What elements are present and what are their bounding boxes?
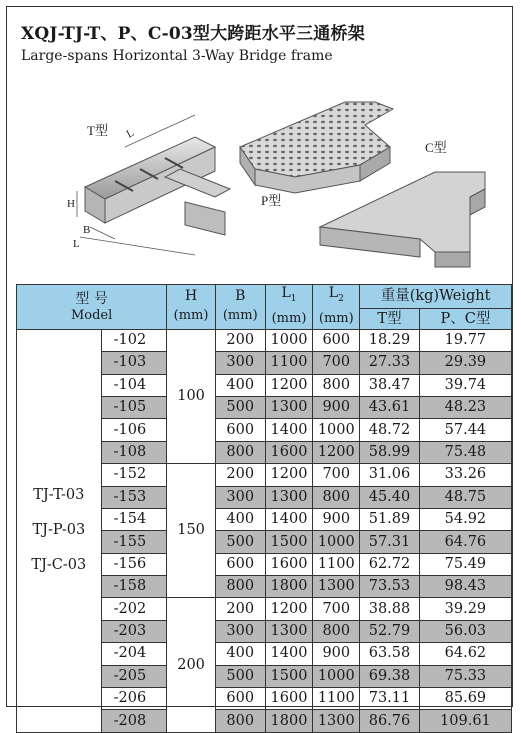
- l2-cell: 700: [313, 352, 360, 374]
- weight-pc-cell: 33.26: [419, 464, 511, 486]
- dim-h-label: H: [67, 198, 75, 210]
- b-cell: 400: [215, 374, 265, 396]
- b-cell: 800: [215, 710, 265, 732]
- weight-t-cell: 38.47: [360, 374, 420, 396]
- model-code-cell: -106: [101, 419, 167, 441]
- weight-t-cell: 58.99: [360, 441, 420, 463]
- header-l1-unit: (mm): [271, 310, 307, 326]
- model-code-cell: -152: [101, 464, 167, 486]
- l2-cell: 600: [313, 329, 360, 351]
- model-name: TJ-T-03: [33, 487, 85, 504]
- c-type-label: C型: [425, 140, 447, 155]
- weight-pc-cell: 48.23: [419, 396, 511, 418]
- h-value-cell: 200: [167, 598, 216, 732]
- header-l2-sub: 2: [338, 293, 344, 304]
- l1-cell: 1200: [265, 598, 313, 620]
- b-cell: 500: [215, 665, 265, 687]
- model-code-cell: -208: [101, 710, 167, 732]
- weight-t-cell: 43.61: [360, 396, 420, 418]
- l1-cell: 1200: [265, 464, 313, 486]
- l1-cell: 1000: [265, 329, 313, 351]
- l1-cell: 1200: [265, 374, 313, 396]
- l1-cell: 1300: [265, 486, 313, 508]
- header-b: [215, 285, 265, 330]
- l2-cell: 1100: [313, 688, 360, 710]
- l1-cell: 1300: [265, 620, 313, 642]
- b-cell: 800: [215, 576, 265, 598]
- header-weight: 重量(kg)Weight: [360, 285, 512, 309]
- weight-t-cell: 18.29: [360, 329, 420, 351]
- l2-cell: 900: [313, 643, 360, 665]
- l1-cell: 1600: [265, 441, 313, 463]
- l2-cell: 800: [313, 374, 360, 396]
- weight-pc-cell: 109.61: [419, 710, 511, 732]
- model-code-cell: -205: [101, 665, 167, 687]
- model-code-cell: -158: [101, 576, 167, 598]
- model-code-cell: -103: [101, 352, 167, 374]
- l2-cell: 1200: [313, 441, 360, 463]
- header-weight-pc: P、C型: [419, 308, 511, 329]
- header-l1-label: L: [281, 285, 291, 301]
- spec-table: [16, 284, 512, 733]
- p-type-tee-illustration: [240, 102, 393, 193]
- header-h-label: H: [184, 287, 198, 304]
- l1-cell: 1400: [265, 508, 313, 530]
- model-code-cell: -105: [101, 396, 167, 418]
- header-l2-label: L: [328, 285, 339, 301]
- model-code-cell: -155: [101, 531, 167, 553]
- page-subtitle: Large-spans Horizontal 3-Way Bridge frame: [21, 48, 333, 64]
- l1-cell: 1300: [265, 396, 313, 418]
- model-code-cell: -154: [101, 508, 167, 530]
- b-cell: 500: [215, 396, 265, 418]
- b-cell: 800: [215, 441, 265, 463]
- weight-pc-cell: 39.29: [419, 598, 511, 620]
- weight-t-cell: 73.11: [360, 688, 420, 710]
- header-h: [167, 285, 216, 330]
- weight-t-cell: 48.72: [360, 419, 420, 441]
- b-cell: 300: [215, 486, 265, 508]
- b-cell: 500: [215, 531, 265, 553]
- header-l1-sub: 1: [290, 293, 297, 304]
- l2-cell: 1300: [313, 576, 360, 598]
- b-cell: 600: [215, 688, 265, 710]
- weight-t-cell: 62.72: [360, 553, 420, 575]
- dim-l2-label: L: [73, 238, 80, 250]
- l2-cell: 1300: [313, 710, 360, 732]
- weight-pc-cell: 56.03: [419, 620, 511, 642]
- header-model-cn: 型 号: [75, 290, 108, 307]
- weight-pc-cell: 75.49: [419, 553, 511, 575]
- l1-cell: 1800: [265, 710, 313, 732]
- header-h-unit: (mm): [173, 307, 209, 323]
- header-b-label: B: [235, 287, 246, 304]
- header-model-en: Model: [70, 307, 113, 323]
- b-cell: 200: [215, 464, 265, 486]
- l1-cell: 1400: [265, 643, 313, 665]
- l2-cell: 900: [313, 508, 360, 530]
- l2-cell: 1100: [313, 553, 360, 575]
- l1-cell: 1100: [265, 352, 313, 374]
- model-code-cell: -102: [101, 329, 167, 351]
- l2-cell: 1000: [313, 531, 360, 553]
- weight-pc-cell: 98.43: [419, 576, 511, 598]
- model-code-cell: -203: [101, 620, 167, 642]
- dim-b-label: B: [83, 224, 91, 236]
- t-type-label: T型: [87, 123, 108, 138]
- b-cell: 200: [215, 598, 265, 620]
- header-model: [17, 285, 167, 330]
- page-title: XQJ-TJ-T、P、C-03型大跨距水平三通桥架: [21, 24, 365, 44]
- l1-cell: 1400: [265, 419, 313, 441]
- weight-t-cell: 27.33: [360, 352, 420, 374]
- weight-t-cell: 31.06: [360, 464, 420, 486]
- b-cell: 600: [215, 553, 265, 575]
- l1-cell: 1500: [265, 531, 313, 553]
- model-code-cell: -202: [101, 598, 167, 620]
- model-code-cell: -104: [101, 374, 167, 396]
- catalog-page: [6, 6, 513, 729]
- h-value-cell: 100: [167, 329, 216, 463]
- weight-t-cell: 38.88: [360, 598, 420, 620]
- weight-t-cell: 86.76: [360, 710, 420, 732]
- model-code-cell: -108: [101, 441, 167, 463]
- model-code-cell: -204: [101, 643, 167, 665]
- weight-t-cell: 52.79: [360, 620, 420, 642]
- model-names-cell: [17, 329, 102, 732]
- weight-t-cell: 63.58: [360, 643, 420, 665]
- model-code-cell: -156: [101, 553, 167, 575]
- l2-cell: 700: [313, 464, 360, 486]
- l1-cell: 1800: [265, 576, 313, 598]
- model-name: TJ-P-03: [32, 522, 86, 539]
- l1-cell: 1600: [265, 553, 313, 575]
- bridge-frame-diagram: [15, 77, 507, 277]
- weight-t-cell: 51.89: [360, 508, 420, 530]
- dim-l1-label: L: [124, 126, 137, 141]
- l2-cell: 700: [313, 598, 360, 620]
- model-code-cell: -206: [101, 688, 167, 710]
- model-name: TJ-C-03: [31, 557, 87, 574]
- weight-pc-cell: 39.74: [419, 374, 511, 396]
- b-cell: 300: [215, 620, 265, 642]
- weight-t-cell: 73.53: [360, 576, 420, 598]
- weight-pc-cell: 54.92: [419, 508, 511, 530]
- weight-pc-cell: 57.44: [419, 419, 511, 441]
- l1-cell: 1500: [265, 665, 313, 687]
- c-type-tee-illustration: [320, 172, 485, 267]
- l2-cell: 800: [313, 620, 360, 642]
- header-l2: [313, 285, 360, 330]
- weight-pc-cell: 85.69: [419, 688, 511, 710]
- p-type-label: P型: [261, 193, 282, 208]
- weight-pc-cell: 64.76: [419, 531, 511, 553]
- weight-t-cell: 69.38: [360, 665, 420, 687]
- weight-pc-cell: 29.39: [419, 352, 511, 374]
- header-l2-unit: (mm): [318, 310, 354, 326]
- h-value-cell: 150: [167, 464, 216, 598]
- header-b-unit: (mm): [222, 307, 258, 323]
- header-l1: [265, 285, 313, 330]
- model-code-cell: -153: [101, 486, 167, 508]
- l2-cell: 1000: [313, 665, 360, 687]
- b-cell: 400: [215, 643, 265, 665]
- weight-pc-cell: 19.77: [419, 329, 511, 351]
- spec-table-body: [17, 329, 512, 732]
- weight-pc-cell: 64.62: [419, 643, 511, 665]
- weight-pc-cell: 75.33: [419, 665, 511, 687]
- b-cell: 400: [215, 508, 265, 530]
- b-cell: 600: [215, 419, 265, 441]
- table-row: [17, 329, 512, 351]
- weight-t-cell: 45.40: [360, 486, 420, 508]
- b-cell: 200: [215, 329, 265, 351]
- weight-pc-cell: 48.75: [419, 486, 511, 508]
- l2-cell: 800: [313, 486, 360, 508]
- header-weight-t: T型: [360, 308, 420, 329]
- weight-t-cell: 57.31: [360, 531, 420, 553]
- weight-pc-cell: 75.48: [419, 441, 511, 463]
- l1-cell: 1600: [265, 688, 313, 710]
- b-cell: 300: [215, 352, 265, 374]
- l2-cell: 900: [313, 396, 360, 418]
- l2-cell: 1000: [313, 419, 360, 441]
